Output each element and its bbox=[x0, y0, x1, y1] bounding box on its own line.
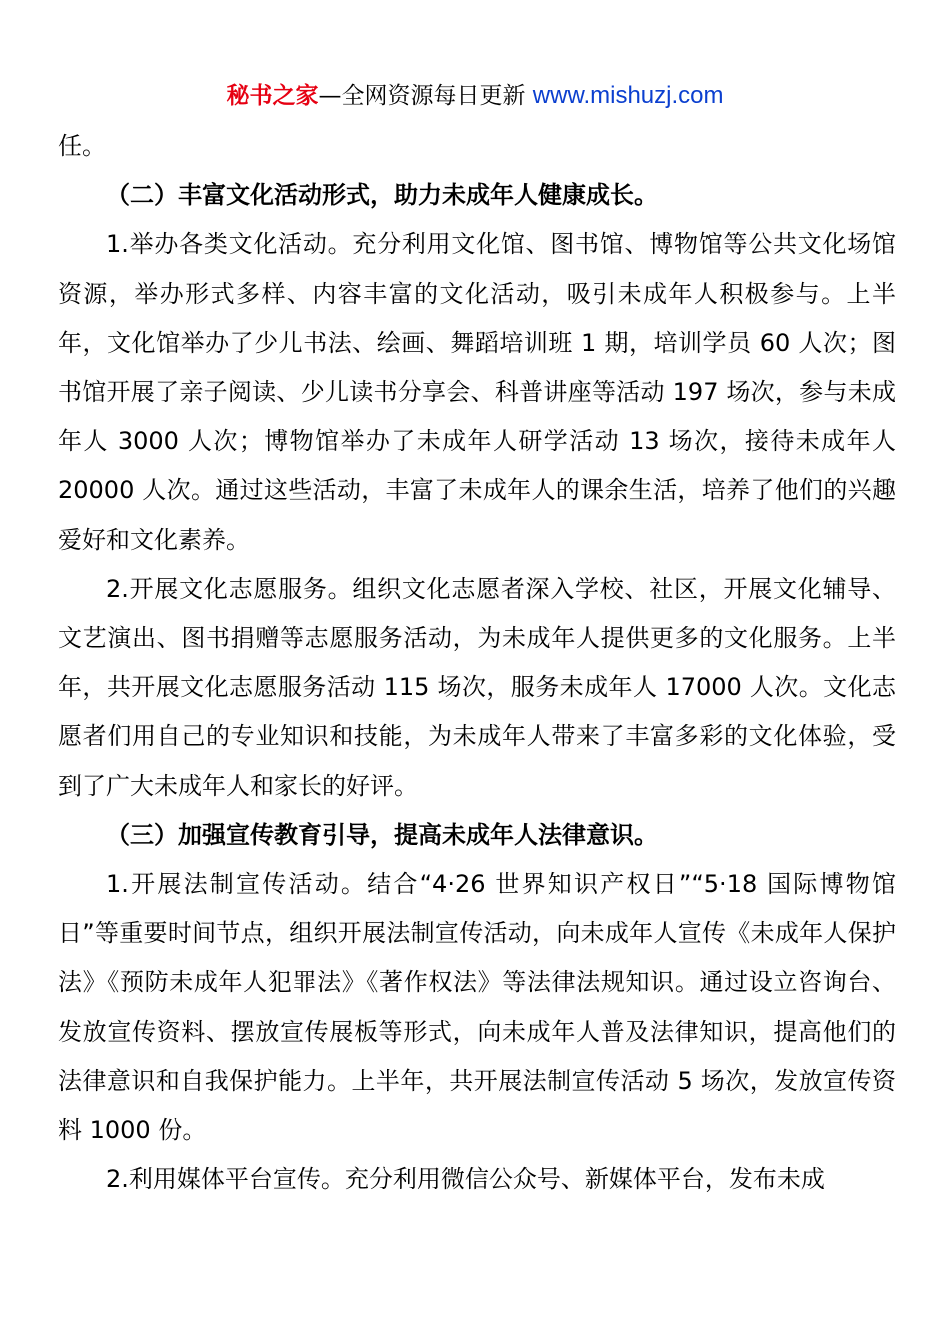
paragraph: 2.利用媒体平台宣传。充分利用微信公众号、新媒体平台，发布未成 bbox=[106, 1165, 825, 1194]
header-brand: 秘书之家 bbox=[226, 83, 319, 109]
paragraph: 2.开展文化志愿服务。组织文化志愿者深入学校、社区，开展文化辅导、文艺演出、图书捐赠等志愿服务活动，为未成年人提供更多的文化服务。上半年，共开展文化志愿服务活动 115 场次，服务未成年人 17000 人次。文化志愿者们用自己的专业知识和技能，为未成年人带来了丰富多彩的文化体验，受到了广大未成年人和家长的好评。 bbox=[58, 574, 896, 800]
page-header bbox=[0, 80, 950, 112]
document-body bbox=[58, 122, 896, 1204]
paragraph-continuation: 任。 bbox=[58, 132, 106, 160]
section-heading-3: （三）加强宣传教育引导，提高未成年人法律意识。 bbox=[106, 820, 658, 849]
paragraph: 1.开展法制宣传活动。结合“4·26 世界知识产权日”“5·18 国际博物馆日”等重要时间节点，组织开展法制宣传活动，向未成年人宣传《未成年人保护法》《预防未成年人犯罪法》《著作权法》等法律法规知识。通过设立咨询台、发放宣传资料、摆放宣传展板等形式，向未成年人普及法律知识，提高他们的法律意识和自我保护能力。上半年，共开展法制宣传活动 5 场次，发放宣传资料 1000 份。 bbox=[58, 870, 896, 1145]
header-url-link[interactable]: www.mishuzj.com bbox=[532, 82, 724, 109]
section-heading-2: （二）丰富文化活动形式，助力未成年人健康成长。 bbox=[106, 181, 658, 210]
header-tagline: —全网资源每日更新 bbox=[318, 83, 533, 109]
paragraph: 1.举办各类文化活动。充分利用文化馆、图书馆、博物馆等公共文化场馆资源，举办形式多样、内容丰富的文化活动，吸引未成年人积极参与。上半年，文化馆举办了少儿书法、绘画、舞蹈培训班 1 期，培训学员 60 人次；图书馆开展了亲子阅读、少儿读书分享会、科普讲座等活动 197 场次，参与未成年人 3000 人次；博物馆举办了未成年人研学活动 13 场次，接待未成年人 20000 人次。通过这些活动，丰富了未成年人的课余生活，培养了他们的兴趣爱好和文化素养。 bbox=[58, 230, 896, 554]
